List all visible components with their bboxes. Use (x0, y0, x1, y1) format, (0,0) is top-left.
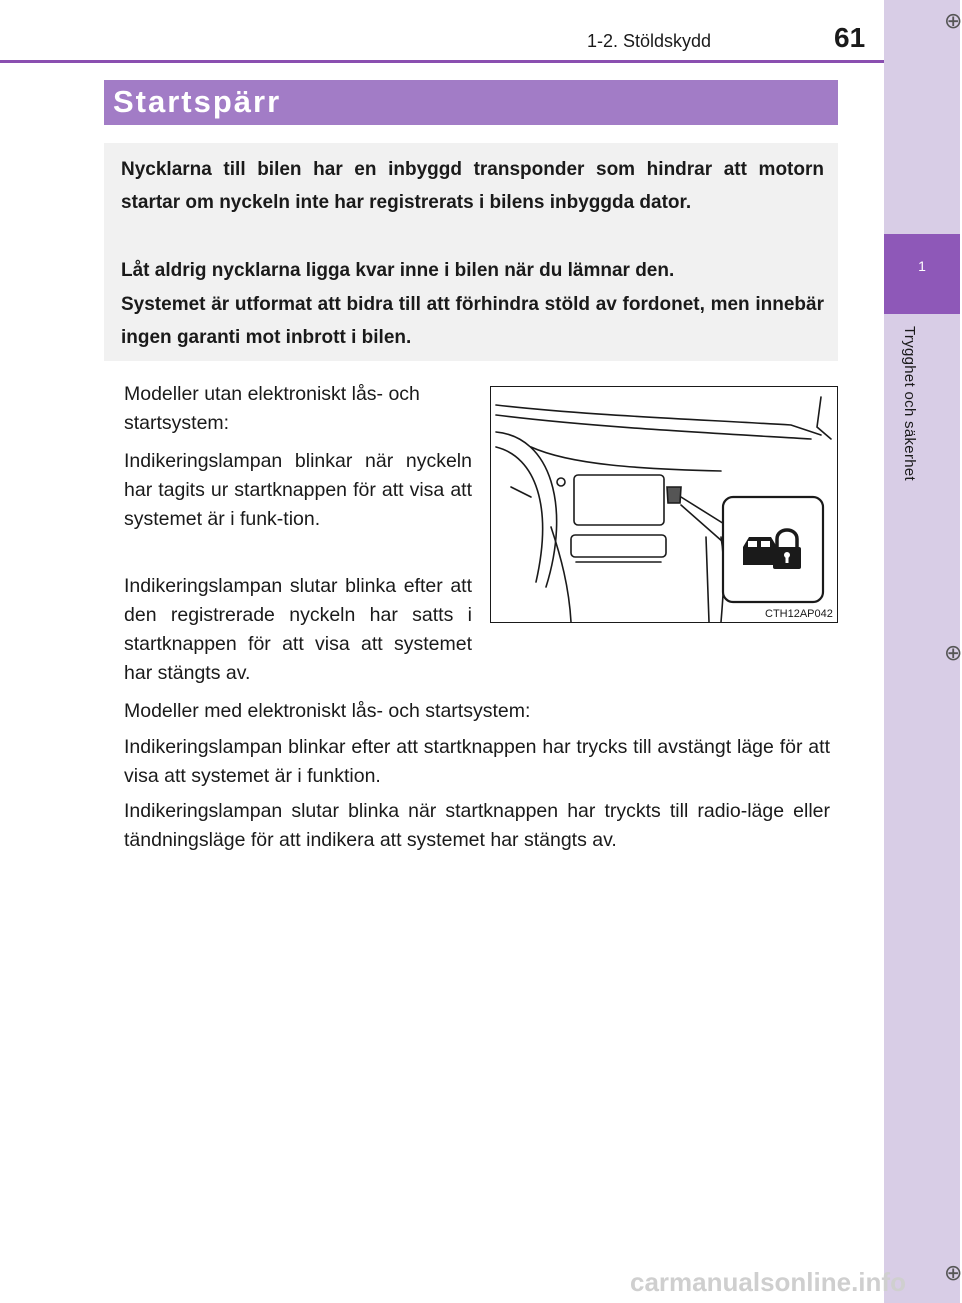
crop-mark-icon: ⊕ (944, 1260, 962, 1285)
chapter-tab (884, 234, 960, 314)
intro-paragraph: Nycklarna till bilen har en inbyggd transponder som hindrar att motorn startar om nyckeln inte har registrerats i bilens inbyggda dator. (121, 159, 824, 213)
page-title: Startspärr (113, 84, 282, 119)
body-paragraph: Modeller med elektroniskt lås- och startsystem: (124, 700, 531, 722)
crop-mark-icon: ⊕ (944, 8, 962, 33)
body-paragraph: Indikeringslampan blinkar när nyckeln har tagits ur startknappen för att visa att systemet är i funk-tion. (124, 450, 472, 530)
intro-paragraph: Låt aldrig nycklarna ligga kvar inne i bilen när du lämnar den. (121, 260, 675, 281)
body-paragraph: Indikeringslampan blinkar efter att startknappen har trycks till avstängt läge för att visa att systemet är i funktion. (124, 736, 830, 787)
section-label: 1-2. Stöldskydd (587, 31, 712, 51)
dashboard-illustration (491, 387, 837, 622)
figure-code: CTH12AP042 (765, 608, 833, 620)
body-paragraph: Indikeringslampan slutar blinka efter att den registrerade nyckeln har satts i startknappen för att visa att systemet har stängts av. (124, 575, 472, 684)
body-paragraph: Indikeringslampan slutar blinka när startknappen har tryckts till radio-läge eller tändningsläge för att indikera att systemet har stängts av. (124, 800, 830, 851)
intro-paragraph: Systemet är utformat att bidra till att förhindra stöld av fordonet, men innebär ingen garanti mot inbrott i bilen. (121, 294, 824, 348)
body-paragraph: Modeller utan elektroniskt lås- och startsystem: (124, 383, 420, 434)
header-rule (0, 60, 884, 63)
page-number: 61 (834, 22, 866, 53)
dashboard-figure (490, 386, 838, 623)
chapter-number: 1 (918, 258, 926, 274)
chapter-title: Trygghet och säkerhet (901, 326, 918, 481)
watermark: carmanualsonline.info (630, 1267, 906, 1297)
crop-mark-icon: ⊕ (944, 640, 962, 665)
